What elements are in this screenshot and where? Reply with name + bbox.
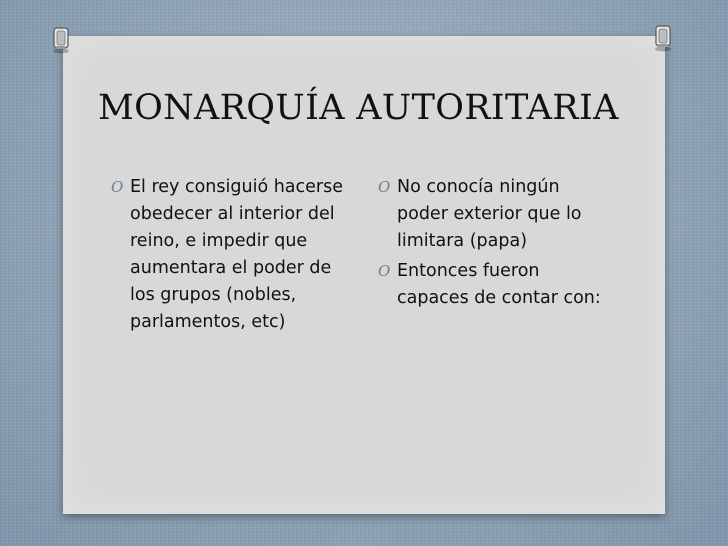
list-item-text: No conocía ningún poder exterior que lo limitara (papa) xyxy=(397,177,582,251)
list-item-text: El rey consiguió hacerse obedecer al interior del reino, e impedir que aumentara el poder de los grupos (nobles, parlamentos, etc) xyxy=(130,177,343,332)
pushpin-icon xyxy=(50,26,72,54)
slide-title: MONARQUÍA AUTORITARIA xyxy=(98,88,619,128)
pushpin-icon xyxy=(652,24,674,52)
list-item xyxy=(111,174,347,336)
bullet-marker: O xyxy=(111,178,124,196)
bullet-marker: O xyxy=(378,262,391,280)
list-item xyxy=(378,174,614,255)
left-bullet-list xyxy=(111,174,347,339)
right-bullet-list xyxy=(378,174,614,315)
list-item-text: Entonces fueron capaces de contar con: xyxy=(397,261,601,308)
list-item xyxy=(378,258,614,312)
bullet-marker: O xyxy=(378,178,391,196)
